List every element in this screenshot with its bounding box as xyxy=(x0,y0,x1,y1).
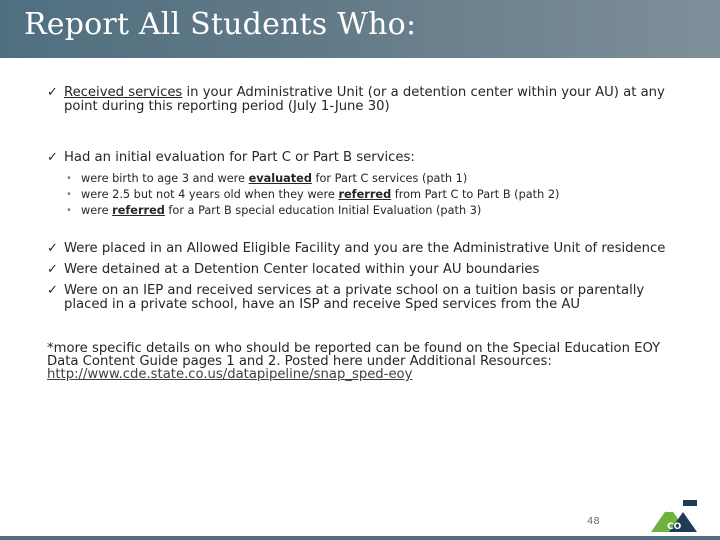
footnote-text: *more specific details on who should be reported can be found on the Special Education EOY Data Content Guide pages 1 and 2. Posted here under Additional Resources: xyxy=(47,341,661,369)
slide-content xyxy=(47,86,667,381)
path-text: from Part C to Part B (path 2) xyxy=(391,188,560,201)
page-number: 48 xyxy=(587,516,600,527)
criterion-allowed-eligible-facility xyxy=(47,242,667,256)
checkmark-icon: ✓ xyxy=(47,283,58,298)
path-text: for a Part B special education Initial Evaluation (path 3) xyxy=(164,204,482,217)
list-item-path-1 xyxy=(66,171,667,187)
criterion-received-services xyxy=(47,86,667,114)
logo-text: CO xyxy=(667,522,682,532)
list-item-path-2 xyxy=(66,187,667,203)
path-text: were birth to age 3 and were xyxy=(81,172,249,185)
footnote xyxy=(47,342,667,381)
bullet-icon: • xyxy=(66,173,72,184)
checkmark-icon: ✓ xyxy=(47,262,58,277)
bullet-icon: • xyxy=(66,189,72,200)
slide-title: Report All Students Who: xyxy=(24,7,417,42)
evaluated-emphasis: evaluated xyxy=(248,172,312,185)
resource-link[interactable]: http://www.cde.state.co.us/datapipeline/snap_sped-eoy xyxy=(47,367,413,382)
logo-mark xyxy=(683,500,697,506)
evaluation-paths-list xyxy=(66,171,667,219)
checkmark-icon: ✓ xyxy=(47,85,58,100)
criterion-text: Had an initial evaluation for Part C or Part B services: xyxy=(64,150,415,165)
checkmark-icon: ✓ xyxy=(47,150,58,165)
criterion-text: Were on an IEP and received services at a private school on a tuition basis or parentally placed in a private school, have an ISP and receive Sped services from the AU xyxy=(64,283,645,312)
cde-colorado-logo xyxy=(649,500,699,534)
logo-snowcap xyxy=(665,506,673,512)
criterion-iep-private-school xyxy=(47,284,667,312)
title-bar xyxy=(0,0,720,58)
list-item-path-3 xyxy=(66,203,667,219)
bottom-accent-bar xyxy=(0,536,720,540)
criterion-text: Were placed in an Allowed Eligible Facility and you are the Administrative Unit of residence xyxy=(64,241,666,256)
received-services-text: Received services xyxy=(64,85,183,100)
criterion-text: Were detained at a Detention Center located within your AU boundaries xyxy=(64,262,540,277)
path-text: were xyxy=(81,204,113,217)
path-text: for Part C services (path 1) xyxy=(311,172,468,185)
path-text: were 2.5 but not 4 years old when they were xyxy=(81,188,339,201)
referred-emphasis: referred xyxy=(112,204,165,217)
referred-emphasis: referred xyxy=(338,188,392,201)
criterion-initial-evaluation xyxy=(47,151,667,165)
checkmark-icon: ✓ xyxy=(47,241,58,256)
criterion-detention-center xyxy=(47,263,667,277)
bullet-icon: • xyxy=(66,205,72,216)
criterion-text: in your Administrative Unit (or a detention center within your AU) at any point during this reporting period (July 1-June 30) xyxy=(64,85,665,114)
